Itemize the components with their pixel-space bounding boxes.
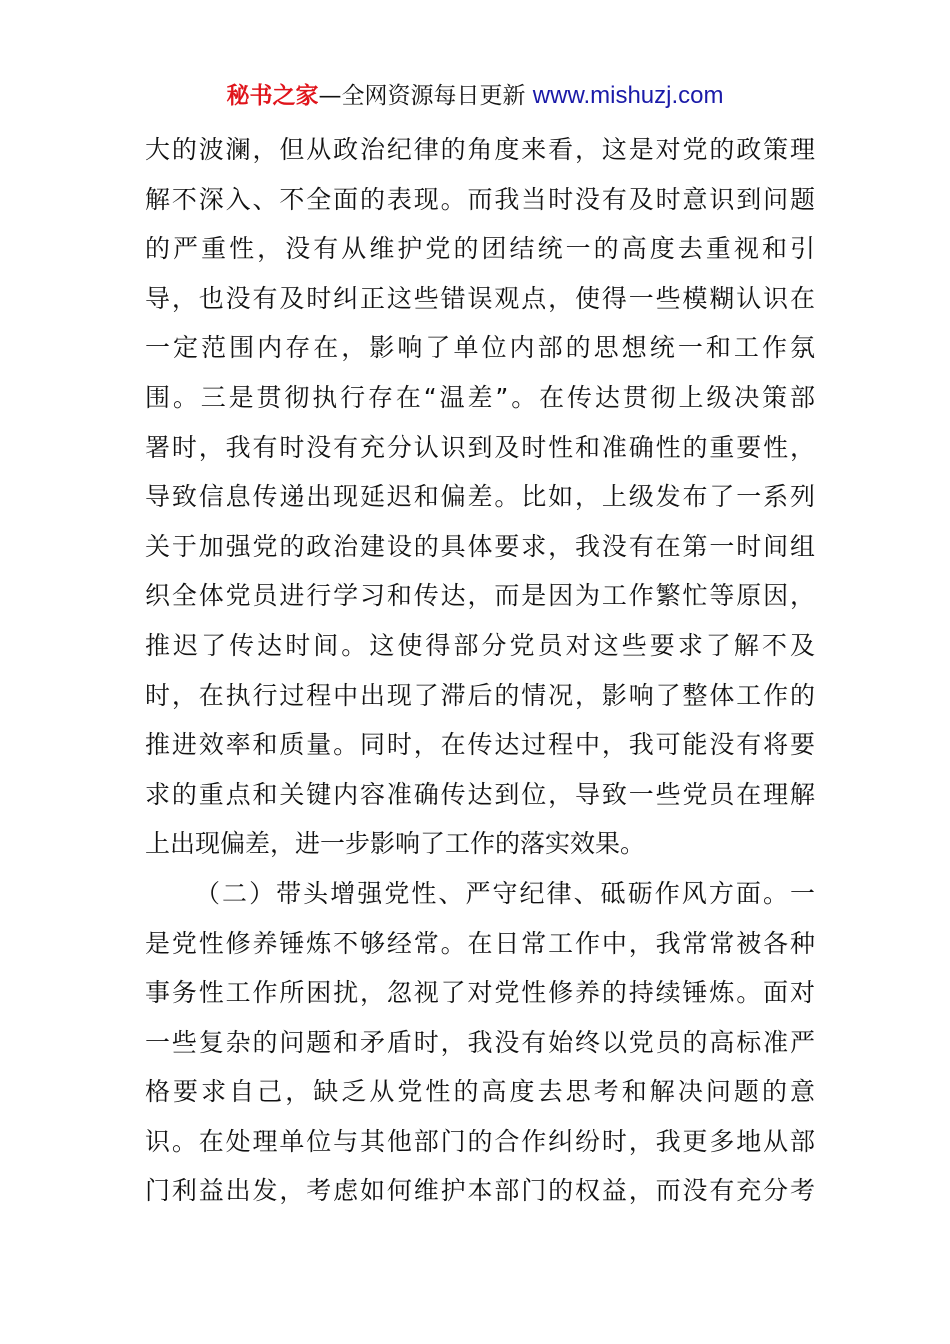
text-line: 大的波澜，但从政治纪律的角度来看，这是对党的政策理 [145,135,815,164]
section-heading-line: （二）带头增强党性、严守纪律、砥砺作风方面。一 [195,878,815,908]
text-line: 推迟了传达时间。这使得部分党员对这些要求了解不及 [145,630,815,660]
site-url-link[interactable]: www.mishuzj.com [532,82,724,109]
document-body [145,125,815,1216]
text-line: 门利益出发，考虑如何维护本部门的权益，而没有充分考 [145,1176,815,1206]
text-line: 的严重性，没有从维护党的团结统一的高度去重视和引 [145,234,815,264]
text-line: 识。在处理单位与其他部门的合作纠纷时，我更多地从部 [145,1126,815,1156]
text-line: 一定范围内存在，影响了单位内部的思想统一和工作氛 [145,333,815,363]
text-line: 一些复杂的问题和矛盾时，我没有始终以党员的高标准严 [145,1027,815,1057]
site-tagline: —全网资源每日更新 [318,83,533,109]
page-header [0,80,950,112]
text-line: 署时，我有时没有充分认识到及时性和准确性的重要性， [145,432,815,462]
text-line: 织全体党员进行学习和传达，而是因为工作繁忙等原因， [145,581,815,611]
site-brand: 秘书之家 [226,83,319,109]
text-line: 导，也没有及时纠正这些错误观点，使得一些模糊认识在 [145,283,815,313]
text-line: 解不深入、不全面的表现。而我当时没有及时意识到问题 [145,184,815,214]
text-line: 是党性修养锤炼不够经常。在日常工作中，我常常被各种 [145,928,815,958]
paragraph-2 [145,869,815,1216]
text-line: 时，在执行过程中出现了滞后的情况，影响了整体工作的 [145,680,815,710]
text-line: 格要求自己，缺乏从党性的高度去思考和解决问题的意 [145,1077,815,1107]
paragraph-1 [145,125,815,869]
text-line: 推进效率和质量。同时，在传达过程中，我可能没有将要 [145,730,815,760]
text-line: 事务性工作所困扰，忽视了对党性修养的持续锤炼。面对 [145,978,815,1008]
text-line: 导致信息传递出现延迟和偏差。比如，上级发布了一系列 [145,482,815,512]
text-line: 围。三是贯彻执行存在“温差”。在传达贯彻上级决策部 [145,382,815,412]
text-line: 求的重点和关键内容准确传达到位，导致一些党员在理解 [145,779,815,809]
text-line: 关于加强党的政治建设的具体要求，我没有在第一时间组 [145,531,815,561]
text-line: 上出现偏差，进一步影响了工作的落实效果。 [145,829,646,859]
